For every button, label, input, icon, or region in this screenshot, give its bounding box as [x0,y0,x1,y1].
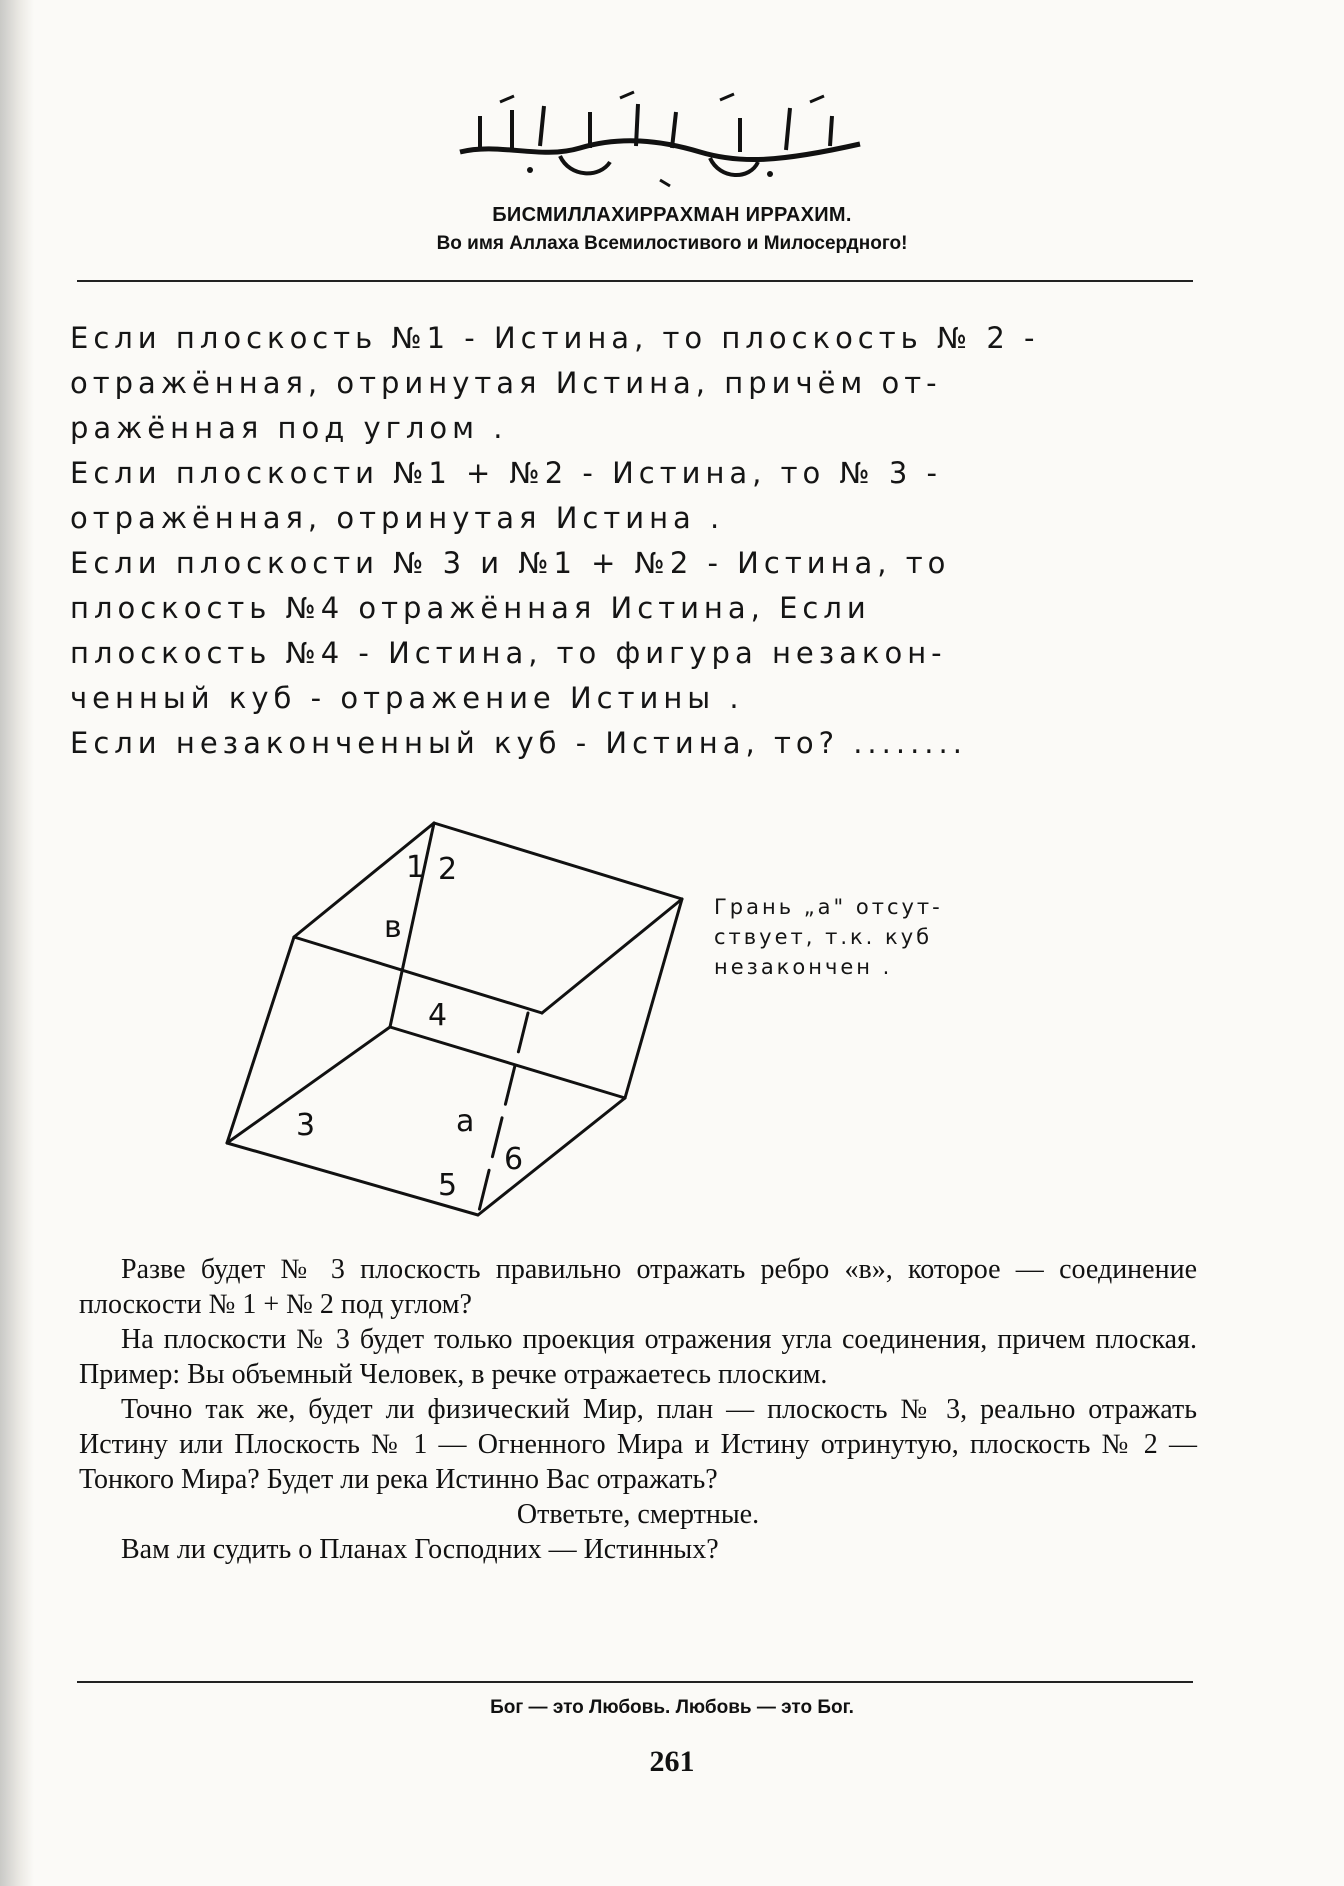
edge-label-b: в [384,910,402,945]
cube-edge [625,899,682,1098]
handwritten-line: ражённая под углом . [70,411,508,445]
hidden-edge [478,1013,528,1215]
face-label-2: 2 [438,852,458,887]
cube-diagram [210,815,750,1225]
handwritten-line: Если плоскости №1 + №2 - Истина, то № 3 - [70,456,942,490]
face-label-6: 6 [504,1142,524,1177]
cube-edge [542,899,682,1013]
body-text [79,1252,1197,1567]
face-label-5: 5 [438,1168,458,1203]
handwritten-line: Если незаконченный куб - Истина, то? ........ [70,726,967,760]
header-subtitle: Во имя Аллаха Всемилостивого и Милосердного! [436,233,908,254]
page-binding-shadow [0,0,34,1886]
body-paragraph: На плоскости № 3 будет только проекция отражения угла соединения, причем плоская. Пример: Вы объемный Человек, в речке отражаетесь плоским. [79,1324,1197,1390]
cube-edge [227,937,294,1143]
handwritten-line: плоскость №4 - Истина, то фигура незакон- [70,636,947,670]
handwritten-line: Если плоскость №1 - Истина, то плоскость № 2 - [70,321,1040,355]
handwritten-line: ченный куб - отражение Истины . [70,681,744,715]
handwritten-line: Если плоскости № 3 и №1 + №2 - Истина, то [70,546,951,580]
diagram-note [714,892,1034,982]
face-label-4: 4 [428,998,448,1033]
note-line: Грань „а" отсут- [714,895,943,919]
handwritten-line: отражённая, отринутая Истина, причём от- [70,366,942,400]
cube-edge [434,823,682,899]
page-number: 261 [649,1745,695,1778]
body-paragraph: Точно так же, будет ли физический Мир, план — плоскость № 3, реально отражать Истину или Плоскость № 1 — Огненного Мира и Истину отринутую, плоскость № 2 — Тонкого Мира? Будет ли река Истинно Вас отражать? [79,1394,1197,1495]
bismillah-calligraphy [440,82,880,192]
handwritten-line: отражённая, отринутая Истина . [70,501,725,535]
footer-quote: Бог — это Любовь. Любовь — это Бог. [490,1697,854,1718]
handwritten-line: плоскость №4 отражённая Истина, Если [70,591,871,625]
closing-line-centered: Ответьте, смертные. [516,1499,760,1530]
header-divider [77,280,1193,282]
footer-divider [77,1681,1193,1683]
face-label-1: 1 [406,850,426,885]
closing-line: Вам ли судить о Планах Господних — Истинных? [121,1534,719,1565]
handwritten-text [70,316,1170,766]
note-line: незакончен . [714,955,893,979]
body-paragraph: Разве будет № 3 плоскость правильно отражать ребро «в», которое — соединение плоскости № 1 + № 2 под углом? [79,1254,1197,1320]
cube-edge [390,1027,625,1098]
cube-edge [478,1098,625,1215]
header-title: БИСМИЛЛАХИРРАХМАН ИРРАХИМ. [492,204,852,226]
face-label-3: 3 [296,1108,316,1143]
note-line: ствует, т.к. куб [714,925,933,949]
cube-edge [294,937,542,1013]
face-label-a: а [456,1104,475,1139]
